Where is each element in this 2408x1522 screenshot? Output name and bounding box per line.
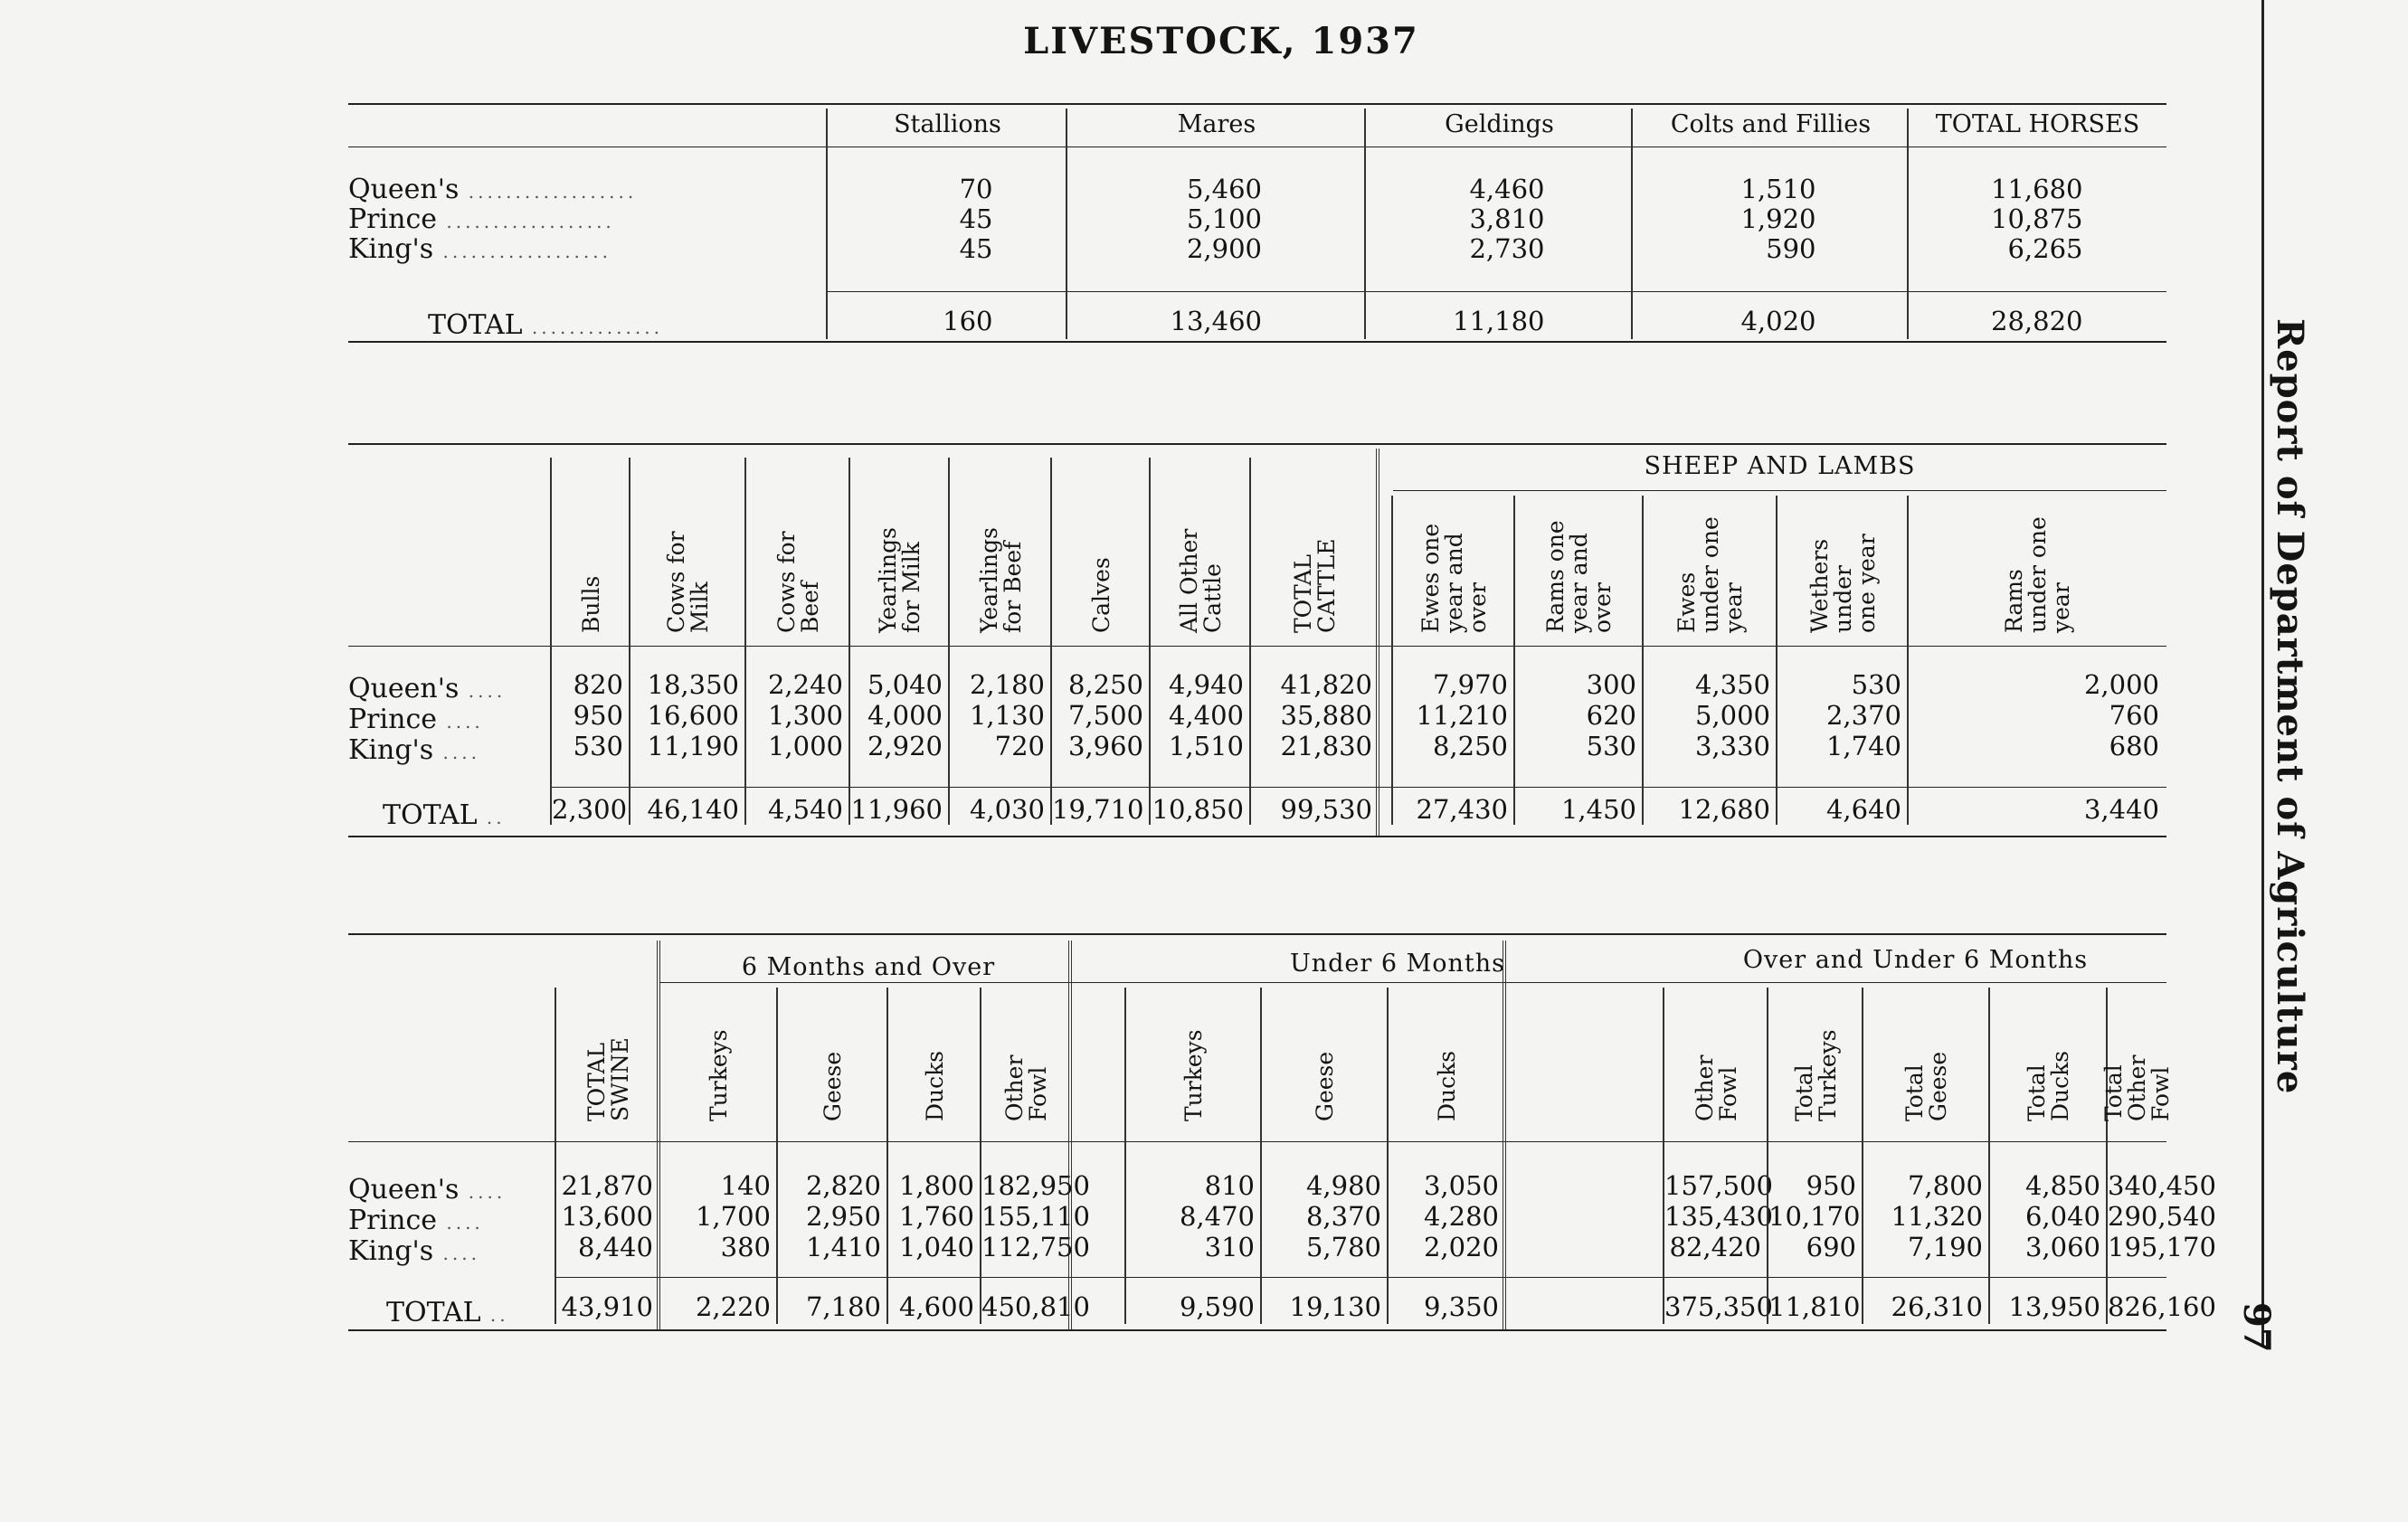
column-divider <box>1767 988 1768 1324</box>
cell-value: 18,350 <box>647 669 739 700</box>
column-header: Geese <box>820 1051 846 1121</box>
cell-value: 690 <box>1806 1232 1856 1262</box>
leader-dots: .... <box>437 1212 484 1234</box>
cell-value: 7,800 <box>1907 1170 1983 1201</box>
cell-value: 3,060 <box>2024 1232 2100 1262</box>
cell-value: 3,050 <box>1423 1170 1499 1201</box>
cell-value: 300 <box>1586 669 1636 700</box>
cell-value: 1,510 <box>1740 174 1816 204</box>
total-value: 450,810 <box>981 1291 1090 1322</box>
row-label-text: Queen's <box>348 673 460 704</box>
leader-dots: .............. <box>522 317 663 338</box>
cell-value: 310 <box>1204 1232 1255 1262</box>
cell-value: 195,170 <box>2108 1232 2216 1262</box>
total-value: 3,440 <box>2083 794 2159 825</box>
column-divider <box>1631 109 1633 339</box>
cell-value: 8,250 <box>1432 731 1508 761</box>
row-label-text: Prince <box>348 704 437 735</box>
cell-value: 13,600 <box>561 1201 653 1232</box>
double-divider <box>1376 449 1379 836</box>
total-value: 7,180 <box>805 1291 881 1322</box>
cell-value: 1,000 <box>767 731 843 761</box>
cell-value: 4,460 <box>1469 174 1545 204</box>
total-value: 99,530 <box>1280 794 1372 825</box>
cell-value: 1,130 <box>969 700 1045 731</box>
cell-value: 8,470 <box>1179 1201 1255 1232</box>
page-number: 97 <box>2235 1302 2278 1353</box>
cell-value: 6,265 <box>2007 233 2083 264</box>
row-label-text: King's <box>348 233 434 265</box>
column-divider <box>2106 988 2108 1324</box>
cell-value: 5,040 <box>867 669 943 700</box>
column-header: TOTAL SWINE <box>583 1037 633 1121</box>
row-label <box>348 704 484 738</box>
total-value: 28,820 <box>1991 306 2083 336</box>
cell-value: 7,190 <box>1907 1232 1983 1262</box>
column-header: Rams one year and over <box>1542 520 1616 633</box>
total-value: 826,160 <box>2108 1291 2216 1322</box>
cell-value: 4,400 <box>1168 700 1244 731</box>
leader-dots: .................. <box>437 211 615 232</box>
column-header: Turkeys <box>1180 1029 1207 1121</box>
total-value: 12,680 <box>1678 794 1770 825</box>
column-divider <box>1391 496 1393 825</box>
column-divider <box>1907 109 1909 339</box>
cell-value: 5,460 <box>1186 174 1262 204</box>
row-label-text: TOTAL <box>383 799 478 831</box>
cell-value: 2,950 <box>805 1201 881 1232</box>
leader-dots: .... <box>433 1243 480 1264</box>
column-header: Colts and Fillies <box>1670 110 1872 138</box>
group-rule <box>1393 490 2166 491</box>
bottom-rule <box>348 836 2166 837</box>
row-label <box>383 799 506 834</box>
cell-value: 21,830 <box>1280 731 1372 761</box>
column-divider <box>1364 109 1366 339</box>
cell-value: 1,040 <box>898 1232 974 1262</box>
cell-value: 2,820 <box>805 1170 881 1201</box>
column-divider <box>980 988 981 1324</box>
cell-value: 11,680 <box>1991 174 2083 204</box>
cell-value: 4,850 <box>2024 1170 2100 1201</box>
cell-value: 530 <box>573 731 623 761</box>
top-rule <box>348 103 2166 105</box>
body-rule <box>828 291 2166 292</box>
total-value: 27,430 <box>1416 794 1508 825</box>
cell-value: 8,370 <box>1305 1201 1381 1232</box>
row-label <box>348 1174 506 1208</box>
side-running-title: Report of Department of Agriculture <box>2269 318 2311 1095</box>
row-label-text: TOTAL <box>386 1297 481 1328</box>
cell-value: 1,760 <box>898 1201 974 1232</box>
column-divider <box>629 458 630 825</box>
cell-value: 290,540 <box>2108 1201 2216 1232</box>
column-divider <box>1124 988 1126 1324</box>
total-value: 43,910 <box>561 1291 653 1322</box>
double-divider <box>1068 941 1072 1329</box>
cell-value: 340,450 <box>2108 1170 2216 1201</box>
cell-value: 21,870 <box>561 1170 653 1201</box>
row-label-text: Queen's <box>348 174 460 205</box>
top-rule <box>348 443 2166 445</box>
total-value: 4,640 <box>1825 794 1901 825</box>
cell-value: 16,600 <box>647 700 739 731</box>
bottom-rule <box>348 1329 2166 1331</box>
column-divider <box>1642 496 1644 825</box>
total-value: 13,950 <box>2008 1291 2100 1322</box>
row-label <box>348 673 506 707</box>
cell-value: 720 <box>994 731 1045 761</box>
leader-dots: .... <box>459 680 507 702</box>
total-value: 11,180 <box>1453 306 1545 336</box>
cell-value: 1,700 <box>695 1201 771 1232</box>
column-divider <box>826 109 828 339</box>
column-divider <box>1249 458 1251 825</box>
column-divider <box>744 458 746 825</box>
cell-value: 3,960 <box>1067 731 1143 761</box>
leader-dots: .. <box>477 807 506 828</box>
column-header: Total Turkeys <box>1790 1029 1841 1121</box>
cell-value: 45 <box>959 233 993 264</box>
leader-dots: .................. <box>433 241 611 262</box>
row-label-text: King's <box>348 1235 434 1267</box>
cell-value: 760 <box>2109 700 2159 731</box>
cell-value: 10,170 <box>1768 1201 1861 1232</box>
column-header: Yearlings for Beef <box>975 527 1026 633</box>
cell-value: 182,950 <box>981 1170 1090 1201</box>
cattle-sheep-table <box>348 436 2166 852</box>
cell-value: 2,900 <box>1186 233 1262 264</box>
column-header: Cows for Beef <box>773 531 823 633</box>
cell-value: 530 <box>1586 731 1636 761</box>
total-value: 1,450 <box>1560 794 1636 825</box>
column-divider <box>1988 988 1990 1324</box>
cell-value: 620 <box>1586 700 1636 731</box>
cell-value: 45 <box>959 203 993 234</box>
column-divider <box>776 988 778 1324</box>
column-header: Ewes one year and over <box>1417 523 1491 633</box>
column-header: Ducks <box>1434 1050 1460 1121</box>
column-divider <box>1387 988 1389 1324</box>
cell-value: 4,940 <box>1168 669 1244 700</box>
column-divider <box>1907 496 1909 825</box>
total-value: 26,310 <box>1891 1291 1983 1322</box>
cell-value: 4,350 <box>1694 669 1770 700</box>
column-divider <box>1776 496 1778 825</box>
total-value: 375,350 <box>1664 1291 1773 1322</box>
cell-value: 112,750 <box>981 1232 1090 1262</box>
cell-value: 2,240 <box>767 669 843 700</box>
cell-value: 2,180 <box>969 669 1045 700</box>
row-label-text: Queen's <box>348 1174 460 1205</box>
body-rule <box>552 787 2166 788</box>
cell-value: 4,980 <box>1305 1170 1381 1201</box>
cell-value: 8,440 <box>577 1232 653 1262</box>
cell-value: 11,320 <box>1891 1201 1983 1232</box>
column-header: Geese <box>1312 1051 1338 1121</box>
column-header: Mares <box>1177 110 1256 138</box>
column-header: Cows for Milk <box>663 531 713 633</box>
group-header-under-6-months: Under 6 Months <box>1289 950 1506 978</box>
column-header: Calves <box>1087 557 1114 633</box>
column-divider <box>1260 988 1262 1324</box>
cell-value: 4,000 <box>867 700 943 731</box>
total-value: 11,960 <box>850 794 943 825</box>
column-header: Yearlings for Milk <box>875 527 924 633</box>
row-label-text: TOTAL <box>428 309 523 341</box>
column-header: Wethers under one year <box>1806 534 1880 633</box>
row-label-text: Prince <box>348 1205 437 1236</box>
cell-value: 6,040 <box>2024 1201 2100 1232</box>
cell-value: 41,820 <box>1280 669 1372 700</box>
cell-value: 2,730 <box>1469 233 1545 264</box>
column-header: Other Fowl <box>1001 1054 1051 1121</box>
total-value: 19,130 <box>1289 1291 1381 1322</box>
cell-value: 82,420 <box>1669 1232 1761 1262</box>
page-edge-rule <box>2261 0 2264 1347</box>
double-divider <box>1503 941 1506 1329</box>
total-value: 2,300 <box>552 794 628 825</box>
cell-value: 2,370 <box>1825 700 1901 731</box>
column-divider <box>886 988 888 1324</box>
cell-value: 530 <box>1851 669 1901 700</box>
column-header: Other Fowl <box>1691 1054 1741 1121</box>
total-value: 10,850 <box>1152 794 1244 825</box>
cell-value: 7,970 <box>1432 669 1508 700</box>
total-value: 11,810 <box>1768 1291 1861 1322</box>
cell-value: 3,330 <box>1694 731 1770 761</box>
cell-value: 820 <box>573 669 623 700</box>
column-divider <box>1050 458 1052 825</box>
column-divider <box>848 458 850 825</box>
swine-poultry-table <box>348 931 2216 1347</box>
cell-value: 1,410 <box>805 1232 881 1262</box>
group-header-sheep: SHEEP AND LAMBS <box>1644 452 1916 480</box>
total-value: 13,460 <box>1170 306 1262 336</box>
cell-value: 7,500 <box>1067 700 1143 731</box>
row-label <box>428 309 663 344</box>
column-header: Stallions <box>894 110 1001 138</box>
leader-dots: .... <box>437 711 484 733</box>
cell-value: 590 <box>1766 233 1816 264</box>
cell-value: 950 <box>573 700 623 731</box>
total-value: 46,140 <box>647 794 739 825</box>
cell-value: 3,810 <box>1469 203 1545 234</box>
horses-table <box>348 81 2166 353</box>
leader-dots: .................. <box>459 181 638 203</box>
cell-value: 11,210 <box>1416 700 1508 731</box>
column-header: Bulls <box>577 575 604 633</box>
cell-value: 11,190 <box>647 731 739 761</box>
column-header: TOTAL HORSES <box>1935 110 2140 138</box>
cell-value: 5,100 <box>1186 203 1262 234</box>
cell-value: 2,920 <box>867 731 943 761</box>
column-divider <box>1513 496 1515 825</box>
cell-value: 157,500 <box>1664 1170 1773 1201</box>
group-rule <box>660 982 2166 983</box>
cell-value: 680 <box>2109 731 2159 761</box>
row-label-text: Prince <box>348 203 437 235</box>
row-label <box>348 1205 484 1239</box>
cell-value: 380 <box>720 1232 771 1262</box>
total-value: 4,540 <box>767 794 843 825</box>
total-value: 9,590 <box>1179 1291 1255 1322</box>
total-value: 19,710 <box>1052 794 1144 825</box>
column-header: Turkeys <box>706 1029 732 1121</box>
column-divider <box>550 458 552 825</box>
column-header: All Other Cattle <box>1175 528 1226 633</box>
total-value: 9,350 <box>1423 1291 1499 1322</box>
cell-value: 2,000 <box>2083 669 2159 700</box>
leader-dots: .. <box>480 1304 509 1326</box>
cell-value: 8,250 <box>1067 669 1143 700</box>
row-label <box>348 233 611 268</box>
leader-dots: .... <box>459 1181 507 1203</box>
group-header-over-under: Over and Under 6 Months <box>1742 946 2089 974</box>
cell-value: 10,875 <box>1991 203 2083 234</box>
column-header: TOTAL CATTLE <box>1290 538 1340 633</box>
total-value: 4,600 <box>898 1291 974 1322</box>
row-label <box>386 1297 509 1331</box>
group-header-6-months-over: 6 Months and Over <box>741 953 996 981</box>
double-divider <box>657 941 660 1329</box>
column-header: Total Geese <box>1901 1051 1951 1121</box>
cell-value: 2,020 <box>1423 1232 1499 1262</box>
column-header: Geldings <box>1445 110 1554 138</box>
column-divider <box>1066 109 1067 339</box>
cell-value: 140 <box>720 1170 771 1201</box>
column-header: Ewes under one year <box>1673 516 1747 633</box>
total-value: 160 <box>943 306 993 336</box>
column-header: Rams under one year <box>2000 516 2074 633</box>
cell-value: 1,800 <box>898 1170 974 1201</box>
row-label <box>348 1235 480 1270</box>
cell-value: 155,110 <box>981 1201 1090 1232</box>
cell-value: 4,280 <box>1423 1201 1499 1232</box>
column-divider <box>948 458 950 825</box>
cell-value: 5,780 <box>1305 1232 1381 1262</box>
total-value: 2,220 <box>695 1291 771 1322</box>
cell-value: 950 <box>1806 1170 1856 1201</box>
leader-dots: .... <box>433 742 480 763</box>
total-value: 4,020 <box>1740 306 1816 336</box>
column-header: Ducks <box>921 1050 948 1121</box>
cell-value: 1,510 <box>1168 731 1244 761</box>
column-divider <box>1149 458 1151 825</box>
column-header: Total Other Fowl <box>2100 1054 2174 1121</box>
column-header: Total Ducks <box>2024 1050 2073 1121</box>
total-value: 4,030 <box>969 794 1045 825</box>
header-rule <box>348 646 2166 647</box>
page-title: LIVESTOCK, 1937 <box>1023 20 1419 62</box>
cell-value: 135,430 <box>1664 1201 1773 1232</box>
column-divider <box>555 988 556 1324</box>
row-label-text: King's <box>348 734 434 766</box>
cell-value: 810 <box>1204 1170 1255 1201</box>
row-label <box>348 734 480 769</box>
cell-value: 1,920 <box>1740 203 1816 234</box>
cell-value: 35,880 <box>1280 700 1372 731</box>
cell-value: 1,740 <box>1825 731 1901 761</box>
top-rule <box>348 933 2166 935</box>
cell-value: 1,300 <box>767 700 843 731</box>
header-rule <box>348 1141 2166 1142</box>
column-divider <box>1663 988 1664 1324</box>
cell-value: 5,000 <box>1694 700 1770 731</box>
body-rule <box>556 1277 2166 1278</box>
column-divider <box>1862 988 1863 1324</box>
cell-value: 70 <box>959 174 993 204</box>
